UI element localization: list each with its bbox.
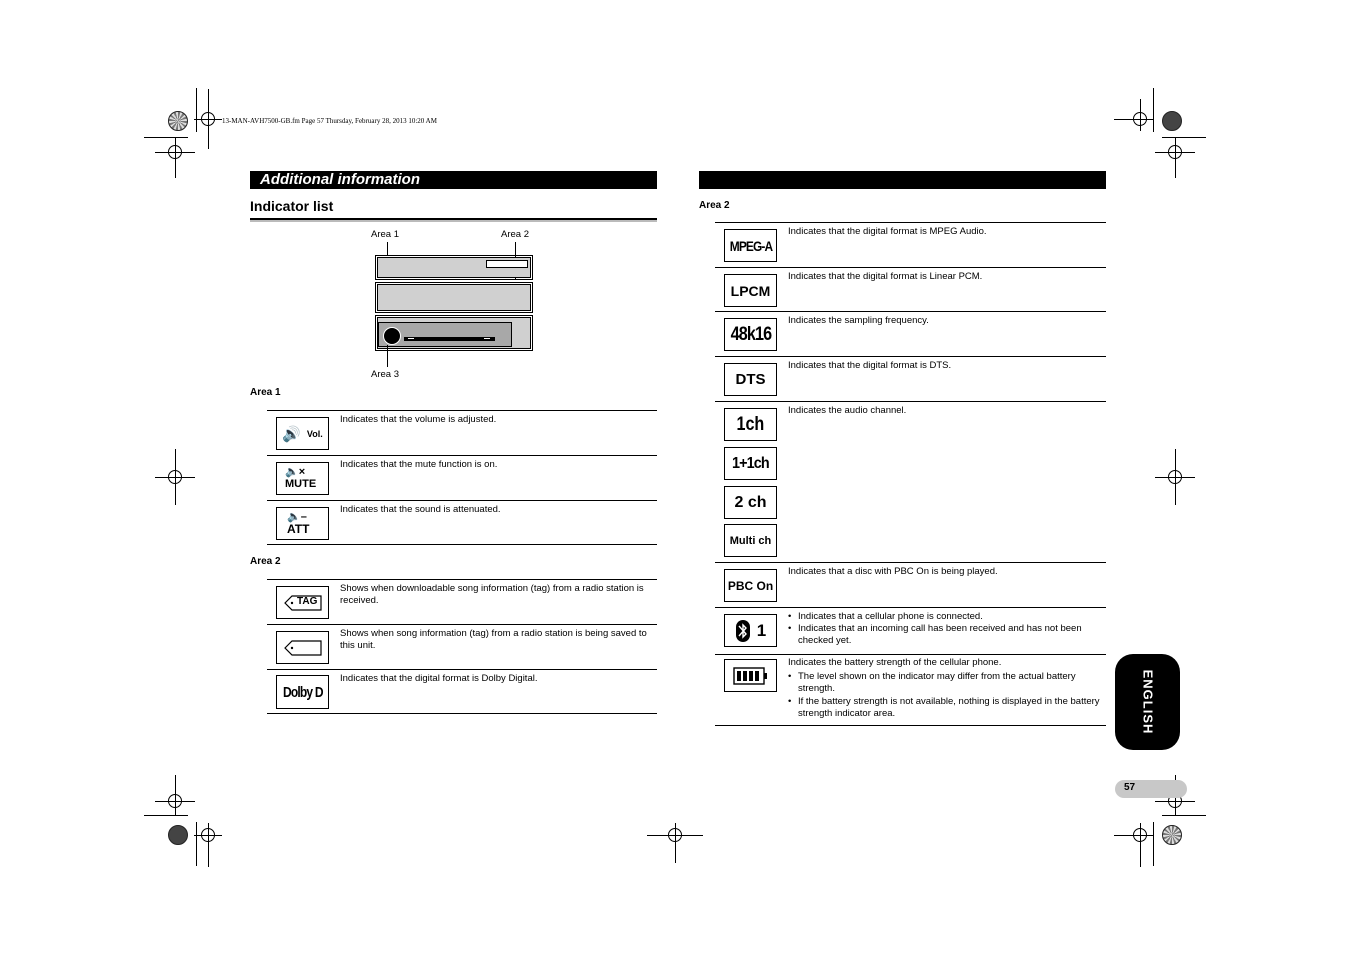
multi-ch-icon: Multi ch [724, 524, 777, 557]
indicator-description: Indicates that the mute function is on. [340, 459, 498, 470]
indicator-row-att [267, 500, 657, 545]
tag-empty-icon [276, 631, 329, 664]
color-bar-disc [1162, 825, 1182, 845]
indicator-row-mute [267, 455, 657, 500]
color-bar-disc [1162, 111, 1182, 131]
bluetooth-phone-icon: 1 [724, 614, 777, 647]
indicator-row-dolby [267, 669, 657, 714]
dolby-d-icon: Dolby D [276, 675, 329, 709]
sampling-frequency-icon: 48k16 [724, 318, 777, 351]
1plus1ch-icon: 1+1ch [724, 447, 777, 480]
indicator-description: Indicates that the digital format is DTS. [788, 360, 952, 371]
diagram-area3-label: Area 3 [371, 369, 399, 380]
bullet-item: • Indicates that an incoming call has been received and has not been checked yet. [798, 623, 1106, 647]
indicator-row-mpeg [715, 222, 1106, 267]
diagram-area1-label: Area 1 [371, 229, 399, 240]
indicator-description: Shows when downloadable song information (tag) from a radio station is received. [340, 583, 644, 606]
indicator-row-tag [267, 579, 657, 624]
heading-rule [250, 218, 657, 222]
indicator-description: Indicates that the digital format is Linear PCM. [788, 271, 983, 282]
mute-icon: 🔈× MUTE [276, 462, 329, 495]
indicator-row-volume [267, 410, 657, 455]
section-title-bar [250, 171, 657, 189]
color-bar-disc [168, 111, 188, 131]
battery-shape [733, 667, 769, 685]
indicator-description: Indicates that the volume is adjusted. [340, 414, 497, 425]
indicator-row-audio-channel [715, 401, 1106, 562]
1ch-icon: 1ch [724, 408, 777, 441]
diagram-area2-label: Area 2 [501, 229, 529, 240]
language-tab-label: ENGLISH [1140, 669, 1156, 735]
bluetooth-icon [735, 619, 757, 643]
indicator-row-tag-saving [267, 624, 657, 669]
indicator-row-pbc [715, 562, 1106, 607]
area2-label: Area 2 [250, 556, 281, 567]
bullet-item: • If the battery strength is not available, nothing is displayed in the battery strength indicator area. [798, 696, 1106, 720]
att-icon: 🔈– ATT [276, 507, 329, 540]
tag-shape [284, 640, 322, 656]
indicator-description [788, 657, 1106, 720]
section-bar-right [699, 171, 1106, 189]
bullet-item: • Indicates that a cellular phone is connected. [798, 611, 1106, 623]
indicator-description: Indicates that a disc with PBC On is being played. [788, 566, 998, 577]
battery-description: Indicates the battery strength of the cellular phone. [788, 657, 1002, 668]
pbc-on-icon: PBC On [724, 569, 777, 602]
indicator-description [788, 611, 1106, 647]
indicator-description: Indicates that the sound is attenuated. [340, 504, 501, 515]
bullet-item: • The level shown on the indicator may differ from the actual battery strength. [798, 671, 1106, 695]
indicator-description: Indicates the sampling frequency. [788, 315, 929, 326]
page-title: Indicator list [250, 198, 334, 214]
indicator-row-battery [715, 654, 1106, 726]
file-info-header: 13-MAN-AVH7500-GB.fm Page 57 Thursday, February 28, 2013 10:20 AM [222, 117, 437, 125]
right-area2-label: Area 2 [699, 200, 730, 211]
battery-icon [724, 659, 777, 692]
lpcm-icon: LPCM [724, 274, 777, 307]
area1-label: Area 1 [250, 387, 281, 398]
indicator-description: Indicates that the digital format is MPEG Audio. [788, 226, 987, 237]
2ch-icon: 2 ch [724, 486, 777, 519]
section-title: Additional information [260, 171, 420, 188]
tag-icon: TAG [276, 586, 329, 619]
dts-icon: DTS [724, 363, 777, 396]
mpeg-audio-icon: MPEG-A [724, 229, 777, 262]
indicator-description: Shows when song information (tag) from a radio station is being saved to this unit. [340, 628, 647, 651]
indicator-row-sampling [715, 311, 1106, 356]
indicator-row-cellular [715, 607, 1106, 654]
indicator-row-lpcm [715, 267, 1106, 312]
color-bar-disc [168, 825, 188, 845]
indicator-description: Indicates the audio channel. [788, 405, 907, 416]
page-number: 57 [1124, 782, 1136, 793]
indicator-description: Indicates that the digital format is Dolby Digital. [340, 673, 538, 684]
volume-icon: 🔊 Vol. [276, 417, 329, 450]
indicator-row-dts [715, 356, 1106, 401]
